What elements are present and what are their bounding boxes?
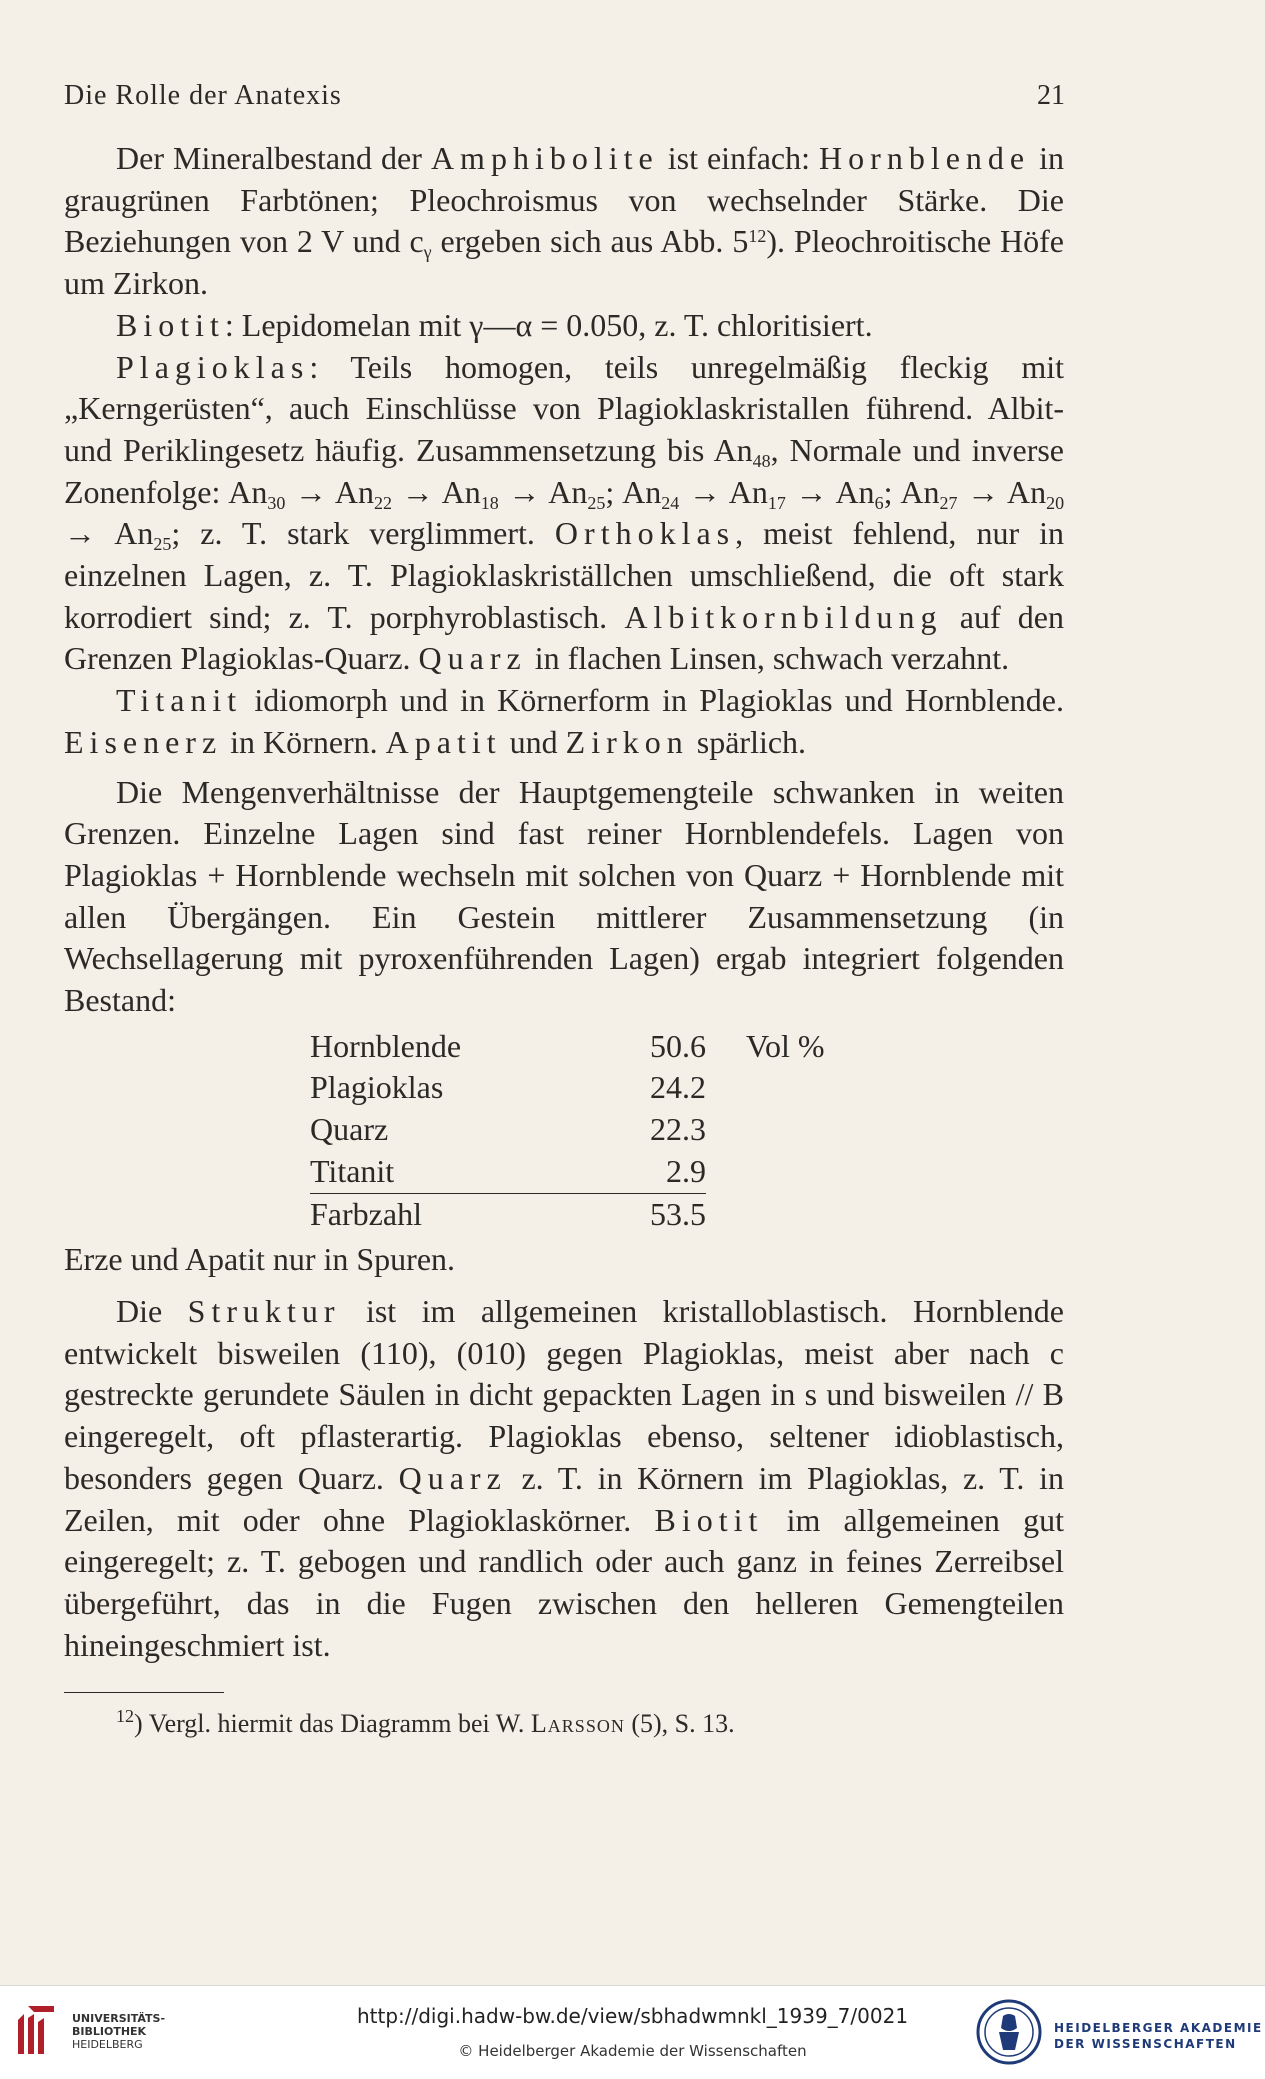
term-zircon: Zirkon (565, 723, 689, 760)
term-biotite: Biotit (116, 306, 225, 343)
table-total-row (310, 1193, 906, 1235)
term-albite-grain-formation: Albitkornbildung (624, 598, 943, 635)
academy-name: HEIDELBERGER AKADEMIE DER WISSENSCHAFTEN (1054, 2021, 1263, 2051)
author-name: Larsson (530, 1709, 625, 1739)
footnote-divider (64, 1692, 224, 1693)
mineral-name: Farbzahl (310, 1195, 422, 1232)
table-row (310, 1026, 906, 1068)
mineral-value: 50.6 (650, 1027, 706, 1064)
term-biotite: Biotit (654, 1501, 764, 1538)
paragraph-biotite: Biotit: Lepidomelan mit γ—α = 0.050, z. T. chloritisiert. (116, 306, 873, 343)
paragraph-plagioclase: Plagioklas: Teils homogen, teils unregelmäßig fleckig mit „Kerngerüsten“, auch Einschlüsse von Plagioklaskristallen führend. Albit- und Periklingesetz häufig. Zusammensetzung bis $An_{48}$, Normale und inverse Zonenfolge: $An_{30} \to An_{22} \to An_{18} \to An_{25}$; $An_{24} \to An_{17} \to An_6$; $An_{27} \to An_{20} \to An_{25}$; z. T. stark verglimmert. Orthoklas, meist fehlend, nur in einzelnen Lagen, z. T. Plagioklaskriställchen umschließend, die oft stark korrodiert sind; z. T. porphyroblastisch. Albitkornbildung auf den Grenzen Plagioklas-Quarz. Quarz in flachen Linsen, schwach verzahnt. (64, 348, 1065, 677)
term-structure: Struktur (187, 1292, 341, 1329)
table-row (310, 1151, 906, 1193)
mineral-name: Titanit (310, 1151, 600, 1193)
mineral-name: Quarz (310, 1111, 389, 1148)
body-text (64, 138, 1064, 1745)
mineral-value: 53.5 (650, 1195, 706, 1232)
term-titanite: Titanit (116, 682, 243, 719)
mineral-value: 22.3 (650, 1111, 706, 1148)
permalink-url[interactable]: http://digi.hadw-bw.de/view/sbhadwmnkl_1939_7/0021 (356, 2004, 909, 2028)
copyright-notice: © Heidelberger Akademie der Wissenschaften (458, 2042, 807, 2060)
page-number: 21 (1037, 80, 1065, 111)
paragraph-ores: Erze und Apatit nur in Spuren. (64, 1241, 456, 1278)
term-apatite: Apatit (385, 723, 502, 760)
mineral-value: 24.2 (650, 1069, 706, 1106)
table-row (310, 1067, 906, 1109)
mineral-name: Plagioklas (310, 1069, 444, 1106)
page-header (64, 80, 1065, 120)
paragraph-accessories: Titanit idiomorph und in Körnerform in Plagioklas und Hornblende. Eisenerz in Körnern. Apatit und Zirkon spärlich. (64, 682, 1064, 760)
term-hornblende: Hornblende (819, 140, 1031, 176)
term-quartz: Quarz (418, 640, 527, 677)
footer-bar (0, 1985, 1265, 2079)
term-quartz: Quarz (398, 1459, 507, 1496)
term-orthoclase: Orthoklas (554, 515, 736, 552)
composition-table (310, 1026, 906, 1236)
university-library-name: UNIVERSITÄTS- BIBLIOTHEK HEIDELBERG (72, 2012, 166, 2051)
running-title: Die Rolle der Anatexis (64, 80, 342, 111)
table-row (310, 1109, 906, 1151)
footnote: $^{12}$) Vergl. hiermit das Diagramm bei W. Larsson (5), S. 13. (116, 1706, 735, 1739)
mineral-value: 2.9 (600, 1151, 706, 1193)
unit-label: Vol % (746, 1027, 825, 1064)
paragraph-mineral-composition: Der Mineralbestand der Amphibolite ist einfach: Hornblende in graugrünen Farbtönen; Pleochroismus von wechselnder Stärke. Die Beziehungen von 2 V und $c_\gamma$ ergeben sich aus Abb. $5^{12}$). Pleochroitische Höfe um Zirkon. (64, 140, 1065, 302)
term-iron-ore: Eisenerz (64, 723, 223, 760)
term-plagioclase: Plagioklas (116, 348, 310, 385)
academy-seal-icon (975, 1998, 1043, 2066)
paragraph-proportions: Die Mengenverhältnisse der Hauptgemengteile schwanken in weiten Grenzen. Einzelne Lagen sind fast reiner Hornblendefels. Lagen von Plagioklas + Hornblende wechseln mit solchen von Quarz + Hornblende mit allen Übergängen. Ein Gestein mittlerer Zusammensetzung (in Wechsellagerung mit pyroxenführenden Lagen) ergab integriert folgenden Bestand: (64, 773, 1064, 1019)
term-amphibolite: Amphibolite (430, 140, 659, 176)
footnote-ref: 12 (748, 226, 767, 247)
footnote-mark: 12 (116, 1706, 134, 1727)
mineral-name: Hornblende (310, 1027, 462, 1064)
paragraph-structure: Die Struktur ist im allgemeinen kristalloblastisch. Hornblende entwickelt bisweilen (110), (010) gegen Plagioklas, meist aber nach c gestreckte gerundete Säulen in dicht gepackten Lagen in s und bisweilen // B eingeregelt, oft pflasterartig. Plagioklas ebenso, seltener idioblastisch, besonders gegen Quarz. Quarz z. T. in Körnern im Plagioklas, z. T. in Zeilen, mit oder ohne Plagioklaskörner. Biotit im allgemeinen gut eingeregelt; z. T. gebogen und randlich oder auch ganz in feines Zerreibsel übergeführt, das in die Fugen zwischen den helleren Gemengteilen hineingeschmiert ist. (64, 1292, 1065, 1663)
